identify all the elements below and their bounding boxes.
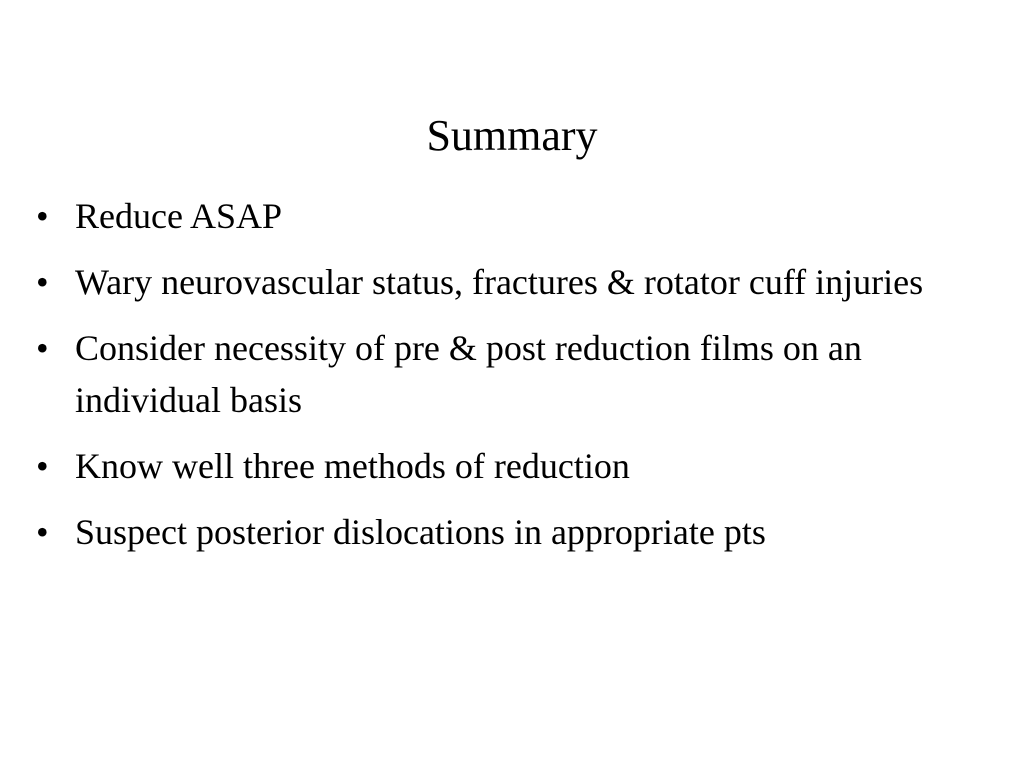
bullet-icon: •	[36, 196, 49, 236]
bullet-icon: •	[36, 446, 49, 486]
bullet-item	[36, 506, 986, 558]
bullet-item	[36, 440, 986, 492]
bullet-list	[36, 190, 986, 572]
bullet-item	[36, 190, 986, 242]
slide-title: Summary	[426, 111, 598, 160]
bullet-icon: •	[36, 328, 49, 368]
bullet-item	[36, 256, 986, 308]
bullet-text: Suspect posterior dislocations in appropriate pts	[75, 512, 766, 552]
bullet-text: Wary neurovascular status, fractures & rotator cuff injuries	[75, 262, 924, 302]
bullet-item	[36, 322, 986, 426]
bullet-text: Know well three methods of reduction	[75, 446, 630, 486]
bullet-text: Consider necessity of pre & post reduction films on an individual basis	[75, 328, 862, 420]
bullet-icon: •	[36, 262, 49, 302]
bullet-icon: •	[36, 512, 49, 552]
bullet-text: Reduce ASAP	[75, 196, 282, 236]
